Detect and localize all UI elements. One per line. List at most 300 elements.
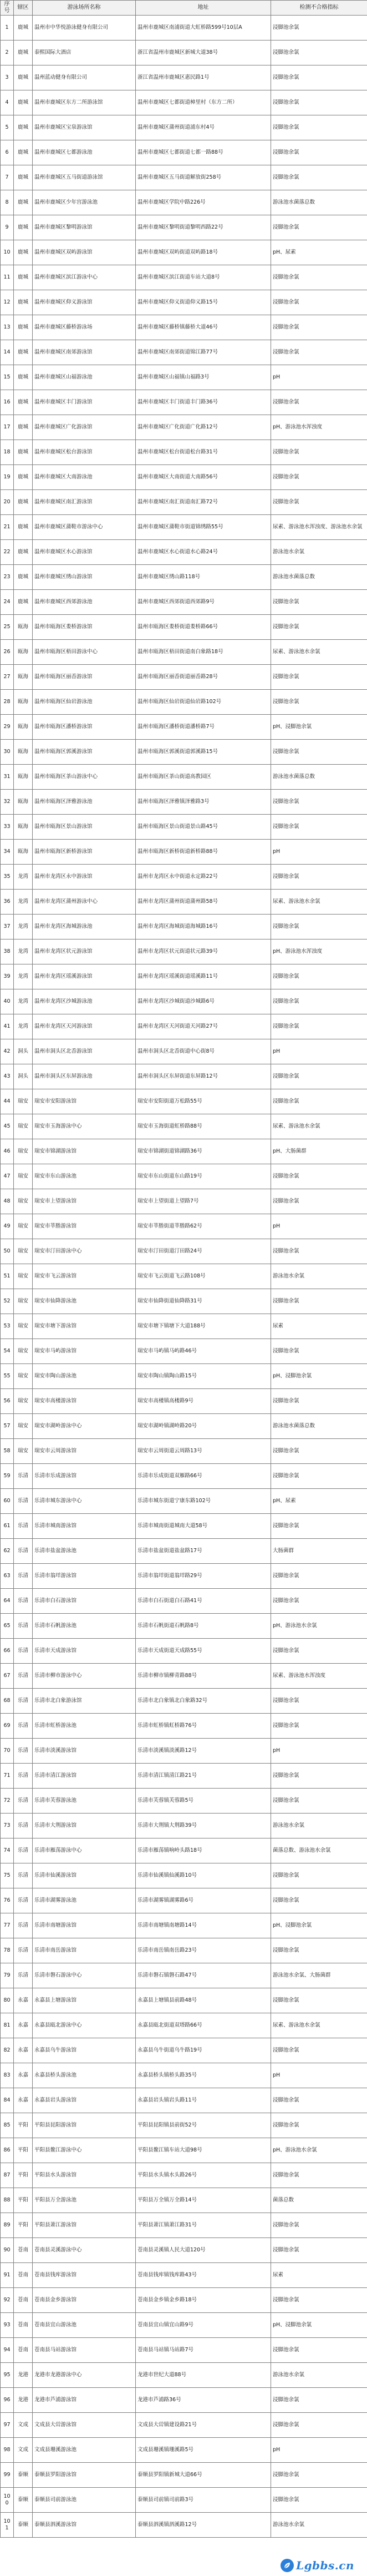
cell-district: 乐清 [14, 1589, 33, 1614]
cell-district: 鹿城 [14, 315, 33, 340]
cell-district: 瑞安 [14, 1164, 33, 1189]
cell-no: 44 [1, 1089, 14, 1114]
cell-no: 55 [1, 1364, 14, 1389]
cell-address: 瑞安市锦湖街道锦湖路36号 [136, 1139, 271, 1164]
cell-items: 浸脚池余氯 [271, 1014, 367, 1039]
cell-district: 鹿城 [14, 41, 33, 65]
cell-address: 乐清市翁垟街道翁垟路29号 [136, 1564, 271, 1589]
cell-no: 83 [1, 2063, 14, 2088]
cell-name: 温州市瓯海区潘桥游泳馆 [33, 715, 136, 740]
table-row [1, 1314, 367, 1339]
cell-address: 乐清市虹桥镇虹桥路76号 [136, 1714, 271, 1739]
table-row [1, 790, 367, 815]
cell-no: 72 [1, 1789, 14, 1814]
table-row [1, 565, 367, 590]
cell-address: 乐清市天成街道天成路55号 [136, 1639, 271, 1664]
cell-address: 文成县珊溪镇珊溪路5号 [136, 2438, 271, 2463]
cell-items: pH、浸脚池余氯 [271, 2313, 367, 2338]
cell-no: 43 [1, 1064, 14, 1089]
cell-district: 瑞安 [14, 1339, 33, 1364]
cell-name: 瑞安市玉海游泳中心 [33, 1114, 136, 1139]
cell-name: 瑞安市安阳游泳馆 [33, 1089, 136, 1114]
cell-district: 永嘉 [14, 2063, 33, 2088]
cell-no: 57 [1, 1414, 14, 1439]
cell-no: 37 [1, 915, 14, 940]
cell-district: 平阳 [14, 2213, 33, 2238]
cell-items: 浸脚池余氯 [271, 265, 367, 290]
table-row [1, 2113, 367, 2138]
cell-no: 84 [1, 2088, 14, 2113]
cell-address: 瑞安市高楼镇高楼路9号 [136, 1389, 271, 1414]
cell-no: 29 [1, 715, 14, 740]
cell-name: 温州市龙湾区天河游泳馆 [33, 1014, 136, 1039]
cell-address: 平阳县昆阳镇县前街52号 [136, 2113, 271, 2138]
cell-address: 瑞安市湖岭镇湖岭路20号 [136, 1414, 271, 1439]
table-row [1, 1714, 367, 1739]
cell-items: 尿素、游泳池水浑浊度、游泳池水余氯 [271, 515, 367, 540]
cell-items: 浸脚池余氯 [271, 1589, 367, 1614]
cell-items: 浸脚池余氯 [271, 115, 367, 140]
cell-name: 温州市鹿城区绣山游泳馆 [33, 565, 136, 590]
table-row [1, 840, 367, 865]
table-row [1, 390, 367, 415]
cell-name: 乐清市白石游泳馆 [33, 1589, 136, 1614]
table-row [1, 90, 367, 115]
header-no: 序号 [1, 1, 14, 16]
cell-no: 51 [1, 1264, 14, 1289]
cell-name: 温州市瓯海区泽雅游泳池 [33, 790, 136, 815]
cell-name: 乐清市湖雾游泳池 [33, 1888, 136, 1913]
cell-no: 39 [1, 964, 14, 989]
cell-address: 温州市瓯海区梧田街道南白象路18号 [136, 640, 271, 665]
cell-district: 乐清 [14, 1664, 33, 1689]
cell-items: pH、游泳池水余氯 [271, 2138, 367, 2163]
cell-address: 温州市鹿城区大南街道大南路56号 [136, 465, 271, 490]
cell-name: 乐清市虹桥游泳池 [33, 1714, 136, 1739]
table-row [1, 1938, 367, 1963]
cell-address: 温州市瓯海区郭溪街道郭溪路15号 [136, 740, 271, 765]
cell-items: 浸脚池余氯 [271, 2038, 367, 2063]
cell-name: 乐清市城东游泳中心 [33, 1489, 136, 1514]
cell-no: 92 [1, 2288, 14, 2313]
cell-no: 26 [1, 640, 14, 665]
cell-district: 瑞安 [14, 1239, 33, 1264]
cell-district: 瓯海 [14, 665, 33, 690]
cell-items: 浸脚池余氯 [271, 2113, 367, 2138]
cell-address: 温州市鹿城区藤桥镇藤桥大道46号 [136, 315, 271, 340]
table-row [1, 1689, 367, 1714]
cell-address: 永嘉县上塘镇县前路48号 [136, 1988, 271, 2013]
cell-no: 5 [1, 115, 14, 140]
cell-district: 瓯海 [14, 740, 33, 765]
cell-name: 乐清市清江游泳馆 [33, 1764, 136, 1789]
cell-name: 温州市鹿城区五马街道游泳馆 [33, 165, 136, 190]
cell-no: 52 [1, 1289, 14, 1314]
cell-items: 菌落总数、游泳池水余氯 [271, 1838, 367, 1863]
cell-name: 乐清市石帆游泳池 [33, 1614, 136, 1639]
cell-district: 洞头 [14, 1039, 33, 1064]
cell-name: 瑞安市仙降游泳池 [33, 1289, 136, 1314]
table-row [1, 1988, 367, 2013]
cell-district: 苍南 [14, 2263, 33, 2288]
cell-items: 浸脚池余氯 [271, 465, 367, 490]
cell-no: 24 [1, 590, 14, 615]
cell-address: 温州市鹿城区滨江街道车站大道8号 [136, 265, 271, 290]
cell-items: 游泳池水余氯、大肠菌群 [271, 1963, 367, 1988]
cell-no: 59 [1, 1464, 14, 1489]
cell-no: 62 [1, 1539, 14, 1564]
cell-name: 温州市鹿城区南郊游泳馆 [33, 340, 136, 365]
header-district: 辖区 [14, 1, 33, 16]
cell-name: 温州市鹿城区南汇游泳馆 [33, 490, 136, 515]
table-row [1, 265, 367, 290]
cell-address: 乐清市柳市镇柳青路88号 [136, 1664, 271, 1689]
cell-no: 73 [1, 1814, 14, 1838]
table-row [1, 2188, 367, 2213]
cell-district: 鹿城 [14, 440, 33, 465]
cell-items: 浸脚池余氯 [271, 1464, 367, 1489]
cell-items: 浸脚池余氯 [271, 590, 367, 615]
table-row [1, 2338, 367, 2363]
cell-items: pH [271, 1214, 367, 1239]
table-row [1, 1414, 367, 1439]
cell-district: 苍南 [14, 2338, 33, 2363]
cell-name: 瑞安市汀田游泳中心 [33, 1239, 136, 1264]
cell-address: 温州市鹿城区七都街道七都一路88号 [136, 140, 271, 165]
table-row [1, 515, 367, 540]
cell-district: 鹿城 [14, 290, 33, 315]
cell-items: 浸脚池余氯 [271, 1439, 367, 1464]
cell-items: pH、大肠菌群 [271, 1139, 367, 1164]
cell-name: 温州市龙湾区海城游泳池 [33, 915, 136, 940]
cell-address: 乐清市清江镇清江路21号 [136, 1764, 271, 1789]
cell-district: 鹿城 [14, 240, 33, 265]
cell-district: 平阳 [14, 2163, 33, 2188]
cell-items: 浸脚池余氯 [271, 815, 367, 840]
cell-items: 尿素、游泳池水余氯 [271, 2013, 367, 2038]
cell-name: 乐清市城南游泳馆 [33, 1514, 136, 1539]
cell-district: 瓯海 [14, 790, 33, 815]
cell-address: 温州市鹿城区广化街道广化路12号 [136, 415, 271, 440]
cell-district: 洞头 [14, 1064, 33, 1089]
table-row [1, 1863, 367, 1888]
cell-address: 永嘉县桥头镇桥头路35号 [136, 2063, 271, 2088]
cell-items: 浸脚池余氯 [271, 2238, 367, 2263]
cell-no: 25 [1, 615, 14, 640]
cell-items: 尿素、游泳池水余氯 [271, 890, 367, 915]
table-row [1, 540, 367, 565]
cell-items: 浸脚池余氯 [271, 65, 367, 90]
table-row [1, 340, 367, 365]
table-row [1, 2038, 367, 2063]
cell-no: 8 [1, 190, 14, 215]
cell-district: 平阳 [14, 2188, 33, 2213]
cell-district: 瓯海 [14, 690, 33, 715]
cell-name: 温州市鹿城区水心游泳馆 [33, 540, 136, 565]
cell-address: 乐清市南塘镇南塘路14号 [136, 1913, 271, 1938]
cell-no: 53 [1, 1314, 14, 1339]
cell-name: 乐清市大荆游泳馆 [33, 1814, 136, 1838]
cell-address: 乐清市淡溪镇淡溪路12号 [136, 1739, 271, 1764]
cell-district: 乐清 [14, 1489, 33, 1514]
table-row [1, 2063, 367, 2088]
cell-address: 温州市洞头区北岙街道中心街8号 [136, 1039, 271, 1064]
cell-address: 瑞安市飞云街道飞云路108号 [136, 1264, 271, 1289]
cell-items: pH、尿素 [271, 1489, 367, 1514]
cell-address: 瑞安市仙降街道仙降路31号 [136, 1289, 271, 1314]
cell-name: 苍南县宜山游泳池 [33, 2313, 136, 2338]
table-row [1, 415, 367, 440]
cell-district: 永嘉 [14, 2038, 33, 2063]
cell-items: 浸脚池余氯 [271, 615, 367, 640]
cell-address: 温州市瓯海区景山街道景山路45号 [136, 815, 271, 840]
header-items: 检测不合格指标 [271, 1, 367, 16]
cell-name: 苍南县灵溪游泳中心 [33, 2238, 136, 2263]
table-row [1, 964, 367, 989]
cell-no: 61 [1, 1514, 14, 1539]
leaf-logo-icon [281, 2559, 294, 2572]
cell-name: 温州市龙湾区蒲州游泳中心 [33, 890, 136, 915]
cell-address: 温州市鹿城区水心街道水心路24号 [136, 540, 271, 565]
cell-address: 苍南县金乡镇金乡路18号 [136, 2288, 271, 2313]
cell-name: 温州市中华悦游泳健身有限公司 [33, 16, 136, 41]
cell-district: 乐清 [14, 1614, 33, 1639]
cell-items: 浸脚池余氯 [271, 165, 367, 190]
cell-items: 浸脚池余氯 [271, 1514, 367, 1539]
cell-items: 浸脚池余氯 [271, 2413, 367, 2438]
cell-items: 浸脚池余氯 [271, 1764, 367, 1789]
cell-address: 温州市鹿城区黎明街道黎明西路22号 [136, 215, 271, 240]
cell-no: 91 [1, 2263, 14, 2288]
cell-name: 温州市瓯海区梧田游泳中心 [33, 640, 136, 665]
table-row [1, 915, 367, 940]
cell-items: 浸脚池余氯 [271, 90, 367, 115]
table-row [1, 715, 367, 740]
cell-items: 浸脚池余氯 [271, 290, 367, 315]
cell-items: 浸脚池余氯 [271, 2213, 367, 2238]
cell-no: 38 [1, 940, 14, 964]
table-row [1, 590, 367, 615]
cell-name: 永嘉县上塘游泳馆 [33, 1988, 136, 2013]
cell-address: 温州市鹿城区蒲州街道浦东村4号 [136, 115, 271, 140]
table-row [1, 1139, 367, 1164]
table-row [1, 365, 367, 390]
cell-district: 平阳 [14, 2113, 33, 2138]
cell-no: 79 [1, 1963, 14, 1988]
cell-address: 乐清市石帆街道石帆路8号 [136, 1614, 271, 1639]
cell-items: 浸脚池余氯 [271, 1639, 367, 1664]
cell-name: 永嘉县桥头游泳池 [33, 2063, 136, 2088]
cell-items: 浸脚池余氯 [271, 2288, 367, 2313]
cell-name: 温州市瓯海区新桥游泳馆 [33, 840, 136, 865]
cell-no: 16 [1, 390, 14, 415]
cell-name: 乐清市磐石游泳中心 [33, 1963, 136, 1988]
cell-name: 温州市鹿城区东方二所游泳馆 [33, 90, 136, 115]
cell-no: 50 [1, 1239, 14, 1264]
cell-no: 56 [1, 1389, 14, 1414]
cell-name: 乐清市北白象游泳馆 [33, 1689, 136, 1714]
cell-items: 尿素、游泳池水余氯 [271, 640, 367, 665]
cell-no: 100 [1, 2488, 14, 2513]
cell-district: 乐清 [14, 1514, 33, 1539]
cell-address: 龙港市芦浦路36号 [136, 2388, 271, 2413]
table-row [1, 115, 367, 140]
cell-district: 乐清 [14, 1714, 33, 1739]
cell-items: 游泳池水菌落总数 [271, 765, 367, 790]
table-row [1, 290, 367, 315]
cell-name: 温州市瓯海区丽岙游泳馆 [33, 665, 136, 690]
cell-name: 乐清市盐盆游泳池 [33, 1539, 136, 1564]
cell-name: 平阳县万全游泳池 [33, 2188, 136, 2213]
cell-address: 苍南县灵溪镇人民大道120号 [136, 2238, 271, 2263]
cell-items: pH、尿素 [271, 240, 367, 265]
cell-no: 1 [1, 16, 14, 41]
table-row [1, 215, 367, 240]
cell-name: 温州市龙湾区状元游泳馆 [33, 940, 136, 964]
table-row [1, 1539, 367, 1564]
table-row [1, 665, 367, 690]
table-row [1, 890, 367, 915]
cell-address: 浙江省温州市鹿城区新城大道38号 [136, 41, 271, 65]
cell-address: 温州市鹿城区双屿街道双屿路18号 [136, 240, 271, 265]
cell-items: 浸脚池余氯 [271, 2388, 367, 2413]
cell-items: 浸脚池余氯 [271, 2338, 367, 2363]
cell-no: 31 [1, 765, 14, 790]
table-row [1, 1589, 367, 1614]
cell-name: 温州市瓯海区娄桥游泳馆 [33, 615, 136, 640]
table-row [1, 2463, 367, 2488]
cell-district: 瑞安 [14, 1389, 33, 1414]
cell-district: 瑞安 [14, 1089, 33, 1114]
cell-items: pH、游泳池水余氯 [271, 1614, 367, 1639]
cell-name: 温州市瓯海区茶山游泳中心 [33, 765, 136, 790]
cell-name: 温州市龙湾区瑶溪游泳馆 [33, 964, 136, 989]
cell-items: 游泳池水菌落总数 [271, 565, 367, 590]
cell-no: 85 [1, 2113, 14, 2138]
cell-name: 瑞安市上望游泳馆 [33, 1189, 136, 1214]
cell-items: 浸脚池余氯 [271, 1189, 367, 1214]
table-row [1, 1364, 367, 1389]
cell-no: 27 [1, 665, 14, 690]
cell-address: 温州市瓯海区仙岩街道仙岩路102号 [136, 690, 271, 715]
table-row [1, 1739, 367, 1764]
cell-address: 温州市鹿城区七都街道樟里村（东方二所） [136, 90, 271, 115]
table-row [1, 615, 367, 640]
table-row [1, 1963, 367, 1988]
cell-name: 永嘉县瓯北游泳中心 [33, 2013, 136, 2038]
cell-no: 89 [1, 2213, 14, 2238]
cell-no: 46 [1, 1139, 14, 1164]
table-row [1, 940, 367, 964]
cell-no: 69 [1, 1714, 14, 1739]
cell-district: 乐清 [14, 1539, 33, 1564]
cell-no: 21 [1, 515, 14, 540]
table-row [1, 1814, 367, 1838]
cell-name: 温州市瓯海区仙岩游泳池 [33, 690, 136, 715]
table-row [1, 2438, 367, 2463]
cell-name: 瑞安市马屿游泳馆 [33, 1339, 136, 1364]
cell-district: 鹿城 [14, 465, 33, 490]
cell-no: 67 [1, 1664, 14, 1689]
cell-name: 乐清市天成游泳馆 [33, 1639, 136, 1664]
cell-no: 60 [1, 1489, 14, 1514]
cell-name: 温州市鹿城区滨江游泳中心 [33, 265, 136, 290]
cell-name: 温州市鹿城区山福游泳池 [33, 365, 136, 390]
cell-district: 鹿城 [14, 115, 33, 140]
table-row [1, 815, 367, 840]
table-row [1, 1664, 367, 1689]
table-row [1, 16, 367, 41]
cell-name: 永嘉县岩头游泳馆 [33, 2088, 136, 2113]
cell-no: 2 [1, 41, 14, 65]
table-row [1, 1888, 367, 1913]
cell-address: 瑞安市塘下镇塘下大道188号 [136, 1314, 271, 1339]
cell-no: 10 [1, 240, 14, 265]
cell-items: pH [271, 2063, 367, 2088]
table-row [1, 41, 367, 65]
cell-district: 鹿城 [14, 390, 33, 415]
cell-address: 苍南县钱库镇钱库路43号 [136, 2263, 271, 2288]
cell-address: 温州市瓯海区潘桥街道潘桥路7号 [136, 715, 271, 740]
cell-items: 浸脚池余氯 [271, 865, 367, 890]
cell-no: 48 [1, 1189, 14, 1214]
cell-district: 龙湾 [14, 1014, 33, 1039]
cell-items: 游泳池水余氯 [271, 2363, 367, 2388]
cell-district: 乐清 [14, 1838, 33, 1863]
cell-district: 鹿城 [14, 265, 33, 290]
cell-name: 泰顺县罗阳游泳馆 [33, 2463, 136, 2488]
cell-no: 63 [1, 1564, 14, 1589]
cell-district: 乐清 [14, 1464, 33, 1489]
cell-district: 乐清 [14, 1863, 33, 1888]
cell-no: 58 [1, 1439, 14, 1464]
cell-items: pH、游泳池水浑浊度 [271, 415, 367, 440]
table-row [1, 1764, 367, 1789]
cell-district: 鹿城 [14, 590, 33, 615]
cell-address: 瑞安市云周街道云周路13号 [136, 1439, 271, 1464]
cell-items: 浸脚池余氯 [271, 740, 367, 765]
cell-items: 尿素 [271, 1314, 367, 1339]
cell-items: 浸脚池余氯 [271, 1339, 367, 1364]
cell-name: 瑞安市莘塍游泳馆 [33, 1214, 136, 1239]
cell-items: 浸脚池余氯 [271, 1888, 367, 1913]
cell-no: 87 [1, 2163, 14, 2188]
header-address: 地址 [136, 1, 271, 16]
cell-no: 74 [1, 1838, 14, 1863]
table-row [1, 465, 367, 490]
cell-name: 温州市洞头区北岙游泳馆 [33, 1039, 136, 1064]
cell-no: 41 [1, 1014, 14, 1039]
cell-items: 浸脚池余氯 [271, 665, 367, 690]
cell-no: 82 [1, 2038, 14, 2063]
cell-items: 游泳池水余氯 [271, 540, 367, 565]
cell-items: 游泳池水余氯 [271, 2513, 367, 2538]
cell-name: 温州市鹿城区西郊游泳池 [33, 590, 136, 615]
cell-name: 乐清市南岳游泳馆 [33, 1938, 136, 1963]
cell-no: 15 [1, 365, 14, 390]
table-row [1, 2088, 367, 2113]
cell-address: 瑞安市马屿镇马屿路46号 [136, 1339, 271, 1364]
cell-name: 温州市鹿城区松台游泳馆 [33, 440, 136, 465]
cell-name: 温州市鹿城区大南游泳池 [33, 465, 136, 490]
table-row [1, 1089, 367, 1114]
cell-address: 乐清市湖雾镇湖雾路6号 [136, 1888, 271, 1913]
cell-name: 温州市瓯海区郭溪游泳馆 [33, 740, 136, 765]
cell-district: 永嘉 [14, 2013, 33, 2038]
table-row [1, 740, 367, 765]
table-row [1, 1014, 367, 1039]
cell-address: 瑞安市东山街道东山路19号 [136, 1164, 271, 1189]
